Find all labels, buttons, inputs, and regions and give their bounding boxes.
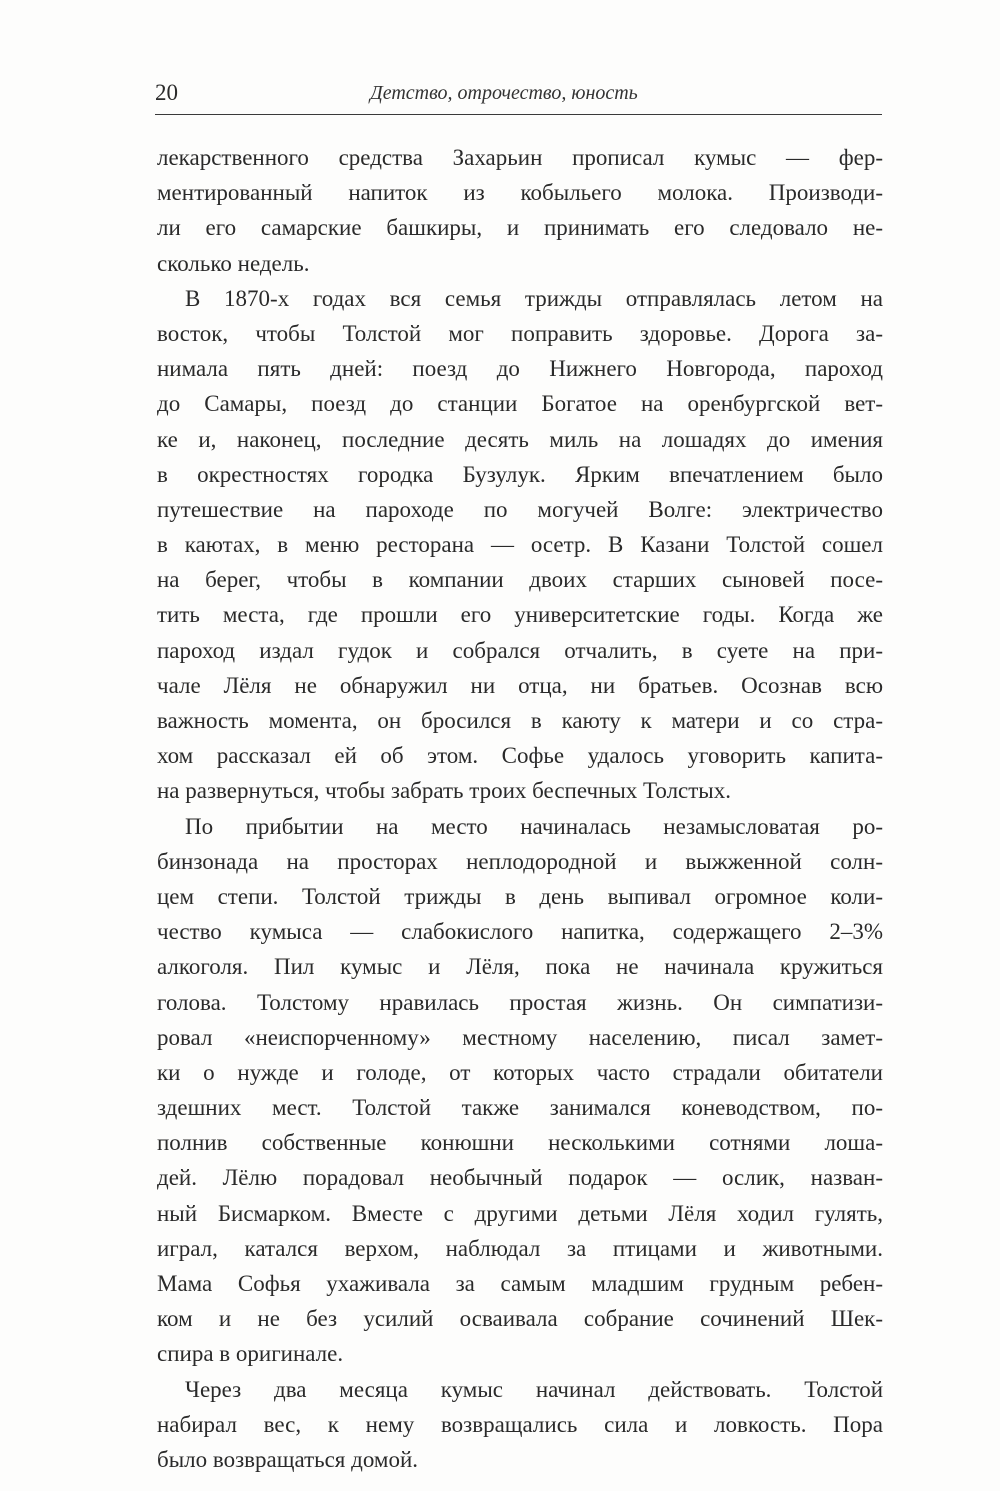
- text-line: ментированный напиток из кобыльего молока. Производи-: [157, 180, 883, 206]
- text-line: важность момента, он бросился в каюту к матери и со стра-: [157, 708, 883, 733]
- text-line: ки о нужде и голоде, от которых часто страдали обитатели: [157, 1059, 883, 1085]
- text-line: сколько недель.: [157, 250, 310, 276]
- text-line: восток, чтобы Толстой мог поправить здоровье. Дорога за-: [157, 320, 883, 346]
- text-line: пароход издал гудок и собрался отчалить, в суете на при-: [157, 637, 883, 663]
- text-line: Мама Софья ухаживала за самым младшим грудным ребен-: [157, 1271, 883, 1296]
- text-line: бинзонада на просторах неплодородной и выжженной солн-: [157, 848, 883, 874]
- text-line: В 1870-х годах вся семья трижды отправлялась летом на: [185, 285, 883, 311]
- text-line: ком и не без усилий осваивала собрание сочинений Шек-: [157, 1306, 883, 1332]
- running-header: [155, 78, 882, 115]
- running-title: Детство, отрочество, юность: [370, 82, 638, 104]
- text-line: алкоголя. Пил кумыс и Лёля, пока не начинала кружиться: [157, 954, 883, 980]
- text-line: ке и, наконец, последние десять миль на лошадях до имения: [157, 426, 883, 452]
- text-line: в окрестностях городка Бузулук. Ярким впечатлением было: [157, 461, 883, 487]
- text-line: Через два месяца кумыс начинал действовать. Толстой: [185, 1376, 883, 1402]
- text-line: нимала пять дней: поезд до Нижнего Новгорода, пароход: [157, 356, 883, 382]
- text-line: лекарственного средства Захарьин прописал кумыс — фер-: [157, 145, 883, 170]
- text-line: ли его самарские башкиры, и принимать его следовало не-: [157, 215, 883, 241]
- text-line: играл, катался верхом, наблюдал за птицами и животными.: [157, 1235, 883, 1261]
- text-line: дей. Лёлю порадовал необычный подарок — ослик, назван-: [157, 1165, 883, 1191]
- text-line: путешествие на пароходе по могучей Волге: электричество: [157, 496, 883, 522]
- text-line: на развернуться, чтобы забрать троих беспечных Толстых.: [157, 778, 732, 804]
- text-line: полнив собственные конюшни несколькими сотнями лоша-: [157, 1130, 883, 1156]
- body-text: [157, 140, 883, 1477]
- text-line: до Самары, поезд до станции Богатое на оренбургской вет-: [157, 391, 883, 417]
- text-line: хом рассказал ей об этом. Софье удалось уговорить капита-: [157, 743, 883, 769]
- text-line: здешних мест. Толстой также занимался коневодством, по-: [157, 1095, 883, 1121]
- text-line: цем степи. Толстой трижды в день выпивал огромное коли-: [157, 883, 883, 909]
- text-line: чале Лёля не обнаружил ни отца, ни братьев. Осознав всю: [157, 672, 883, 698]
- text-line: голова. Толстому нравилась простая жизнь. Он симпатизи-: [157, 989, 883, 1015]
- text-line: По прибытии на место начиналась незамысловатая ро-: [185, 813, 883, 839]
- text-line: ровал «неиспорченному» местному населению, писал замет-: [157, 1024, 883, 1050]
- text-line: чество кумыса — слабокислого напитка, содержащего 2–3%: [157, 919, 883, 945]
- text-line: набирал вес, к нему возвращались сила и ловкость. Пора: [157, 1411, 883, 1437]
- text-line: на берег, чтобы в компании двоих старших сыновей посе-: [157, 567, 883, 593]
- page-number: 20: [155, 80, 178, 105]
- text-line: было возвращаться домой.: [157, 1446, 419, 1472]
- text-line: ный Бисмарком. Вместе с другими детьми Лёля ходил гулять,: [157, 1200, 883, 1226]
- text-line: тить места, где прошли его университетские годы. Когда же: [157, 602, 883, 628]
- text-line: в каютах, в меню ресторана — осетр. В Казани Толстой сошел: [157, 532, 883, 558]
- text-line: спира в оригинале.: [157, 1341, 344, 1367]
